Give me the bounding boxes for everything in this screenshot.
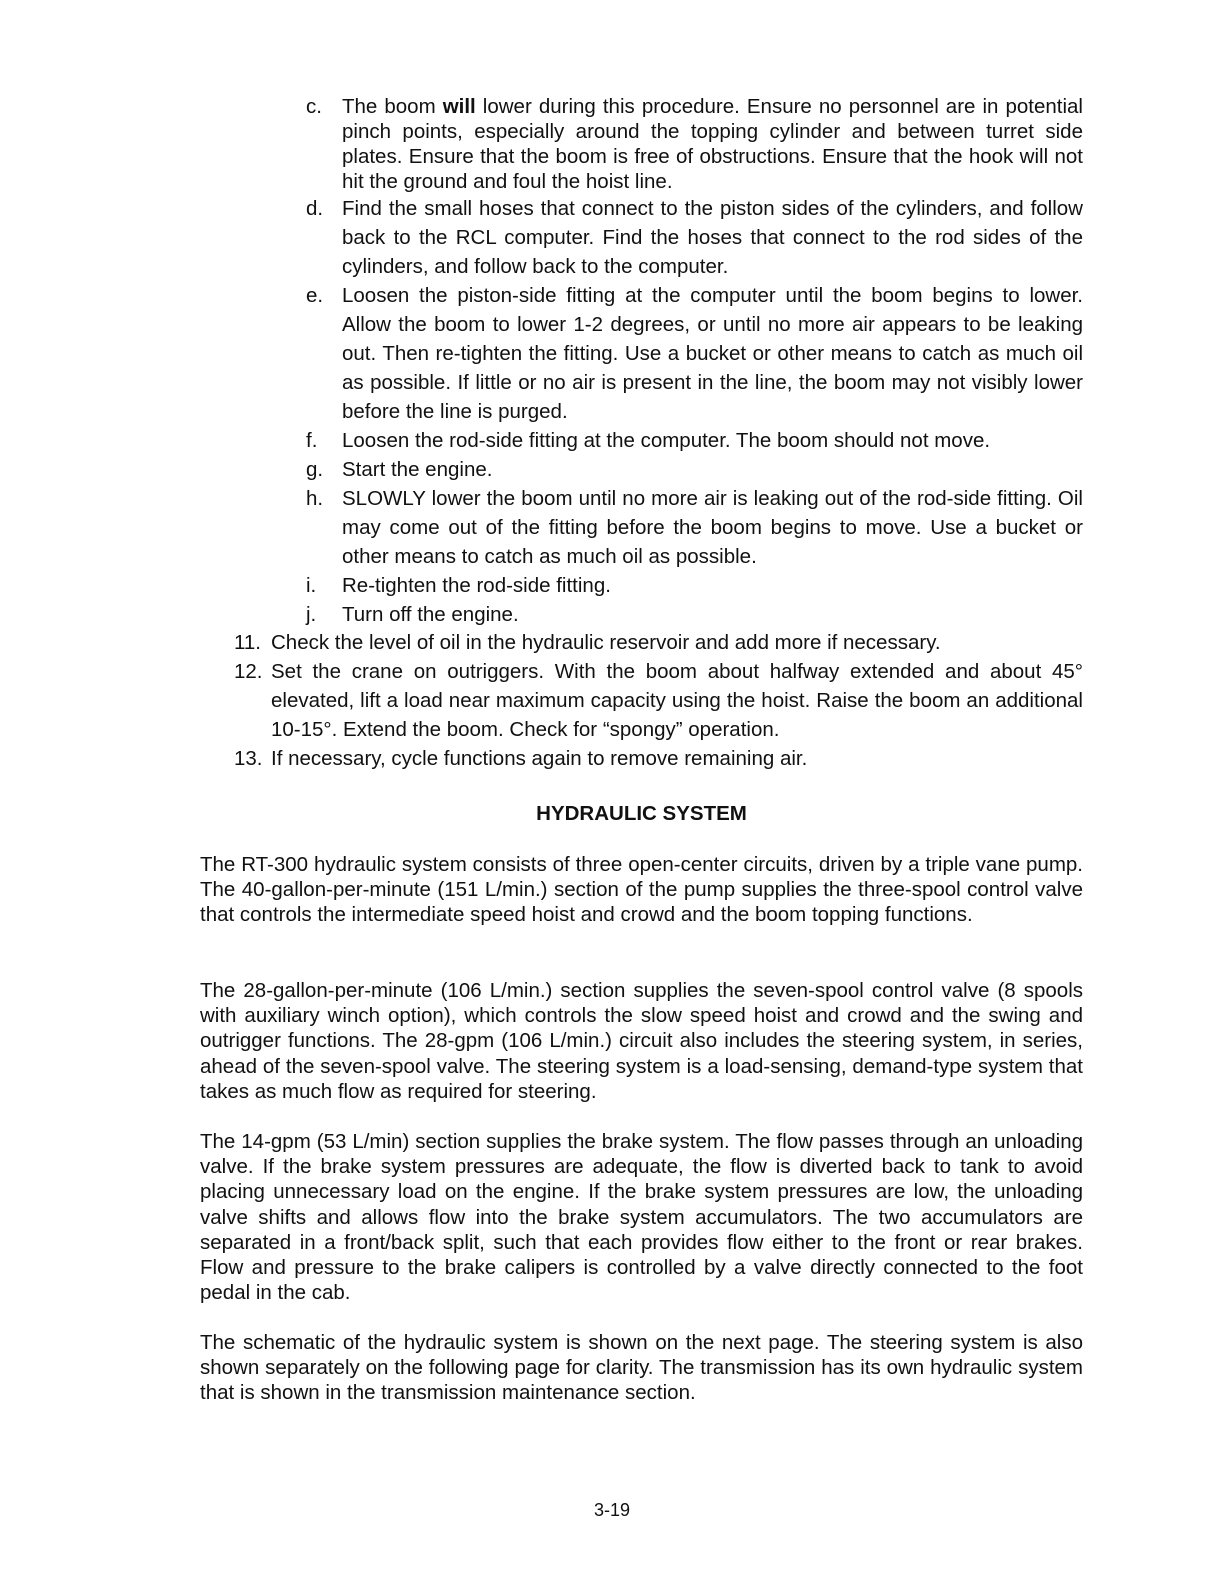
- step-marker: 13.: [234, 747, 263, 770]
- substep-text: Loosen the rod-side fitting at the computer. The boom should not move.: [342, 429, 991, 452]
- substep-marker: e.: [306, 284, 324, 307]
- page-number: 3-19: [593, 1500, 631, 1520]
- step-12: [234, 657, 1083, 744]
- paragraph-pump-overview: The RT-300 hydraulic system consists of three open-center circuits, driven by a triple vane pump. The 40-gallon-per-minute (151 L/min.) section of the pump supplies the three-spool control valve that controls the intermediate speed hoist and crowd and the boom topping functions.: [200, 853, 1083, 927]
- substep-h: [306, 484, 1083, 571]
- substep-text-before: The boom: [342, 95, 443, 118]
- step-marker: 11.: [234, 631, 261, 654]
- substep-j: [306, 600, 1083, 629]
- substep-text: [342, 94, 1083, 194]
- substep-marker: g.: [306, 458, 324, 481]
- step-text: If necessary, cycle functions again to remove remaining air.: [271, 747, 808, 770]
- step-text: Set the crane on outriggers. With the boom about halfway extended and about 45° elevated, lift a load near maximum capacity using the hoist. Raise the boom an additional 10-15°. Extend the boom. Check for “spongy” operation.: [271, 660, 1083, 741]
- substep-marker: j.: [306, 603, 317, 626]
- substep-e: [306, 281, 1083, 426]
- substep-text: Re-tighten the rod-side fitting.: [342, 574, 611, 597]
- paragraph-seven-spool-circuit: The 28-gallon-per-minute (106 L/min.) section supplies the seven-spool control valve (8 spools with auxiliary winch option), which controls the slow speed hoist and crowd and the swing and outrigger functions. The 28-gpm (106 L/min.) circuit also includes the steering system, in series, ahead of the seven-spool valve. The steering system is a load-sensing, demand-type system that takes as much flow as required for steering.: [200, 979, 1083, 1103]
- substep-text: Loosen the piston-side fitting at the computer until the boom begins to lower. Allow the boom to lower 1-2 degrees, or until no more air appears to be leaking out. Then re-tighten the fitting. Use a bucket or other means to catch as much oil as possible. If little or no air is present in the line, the boom may not visibly lower before the line is purged.: [342, 284, 1083, 423]
- step-11: [234, 628, 1083, 657]
- numbered-steps-list: [234, 628, 1083, 773]
- paragraph-schematic-note: The schematic of the hydraulic system is shown on the next page. The steering system is also shown separately on the following page for clarity. The transmission has its own hydraulic system that is shown in the transmission maintenance section.: [200, 1331, 1083, 1405]
- substep-emphasis: will: [442, 95, 476, 118]
- substep-marker: c.: [306, 95, 322, 118]
- substep-text: Turn off the engine.: [342, 603, 519, 626]
- substep-marker: i.: [306, 574, 317, 597]
- substep-marker: h.: [306, 487, 324, 510]
- substep-marker: d.: [306, 197, 324, 220]
- substep-text: Start the engine.: [342, 458, 493, 481]
- lettered-substeps-list: [306, 94, 1083, 629]
- substep-c: [306, 94, 1083, 194]
- step-13: [234, 744, 1083, 773]
- substep-g: [306, 455, 1083, 484]
- substep-marker: f.: [306, 429, 318, 452]
- step-text: Check the level of oil in the hydraulic reservoir and add more if necessary.: [271, 631, 941, 654]
- substep-text: SLOWLY lower the boom until no more air is leaking out of the rod-side fitting. Oil may come out of the fitting before the boom begins to move. Use a bucket or other means to catch as much oil as possible.: [342, 487, 1083, 568]
- substep-d: [306, 194, 1083, 281]
- paragraph-brake-system: The 14-gpm (53 L/min) section supplies the brake system. The flow passes through an unloading valve. If the brake system pressures are adequate, the flow is diverted back to tank to avoid placing unnecessary load on the engine. If the brake system pressures are low, the unloading valve shifts and allows flow into the brake system accumulators. The two accumulators are separated in a front/back split, such that each provides flow either to the front or rear brakes. Flow and pressure to the brake calipers is controlled by a valve directly connected to the foot pedal in the cab.: [200, 1130, 1083, 1305]
- step-marker: 12.: [234, 660, 263, 683]
- substep-text: Find the small hoses that connect to the piston sides of the cylinders, and follow back to the RCL computer. Find the hoses that connect to the rod sides of the cylinders, and follow back to the computer.: [342, 197, 1083, 278]
- substep-i: [306, 571, 1083, 600]
- substep-text-after: lower during this procedure. Ensure no personnel are in potential pinch points, especially around the topping cylinder and between turret side plates. Ensure that the boom is free of obstructions. Ensure that the hook will not hit the ground and foul the hoist line.: [342, 95, 1083, 193]
- section-heading: HYDRAULIC SYSTEM: [536, 802, 747, 825]
- substep-f: [306, 426, 1083, 455]
